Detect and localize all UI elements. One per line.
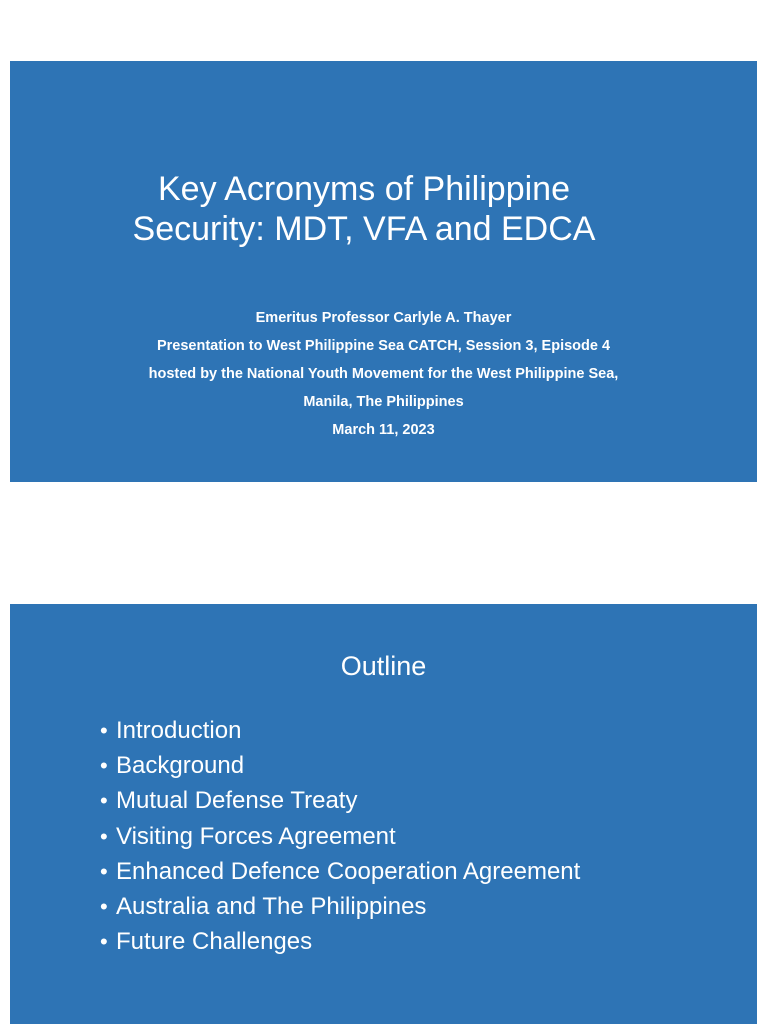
location-line: Manila, The Philippines — [303, 394, 464, 410]
bullet-icon: • — [100, 823, 108, 849]
outline-list — [100, 713, 580, 959]
list-item — [100, 819, 580, 854]
slide-title-line: Key Acronyms of Philippine — [158, 170, 570, 208]
title-slide — [10, 61, 757, 482]
list-item — [100, 713, 580, 748]
list-item — [100, 854, 580, 889]
host-line: hosted by the National Youth Movement for the West Philippine Sea, — [148, 366, 619, 382]
bullet-icon: • — [100, 894, 108, 920]
outline-slide — [10, 604, 757, 1024]
list-item-label: Introduction — [116, 717, 242, 744]
author-line: Emeritus Professor Carlyle A. Thayer — [255, 310, 512, 326]
list-item — [100, 748, 580, 783]
slide-subtitle — [10, 304, 757, 444]
bullet-icon: • — [100, 858, 108, 884]
slide-title-line: Security: MDT, VFA and EDCA — [132, 210, 596, 248]
list-item-label: Future Challenges — [116, 928, 313, 956]
list-item-label: Australia and The Philippines — [116, 893, 427, 921]
list-item-label: Background — [116, 752, 245, 780]
date-line: March 11, 2023 — [332, 422, 435, 438]
bullet-icon: • — [100, 718, 108, 743]
list-item — [100, 783, 580, 818]
list-item-label: Enhanced Defence Cooperation Agreement — [116, 857, 581, 885]
outline-title: Outline — [340, 651, 427, 681]
bullet-icon: • — [100, 929, 108, 955]
list-item-label: Visiting Forces Agreement — [116, 822, 396, 850]
list-item-label: Mutual Defense Treaty — [116, 787, 358, 815]
presentation-line: Presentation to West Philippine Sea CATCH, Session 3, Episode 4 — [156, 338, 611, 354]
bullet-icon: • — [100, 753, 108, 779]
list-item — [100, 889, 580, 924]
slide-title — [10, 169, 718, 249]
bullet-icon: • — [100, 788, 108, 814]
list-item — [100, 924, 580, 959]
